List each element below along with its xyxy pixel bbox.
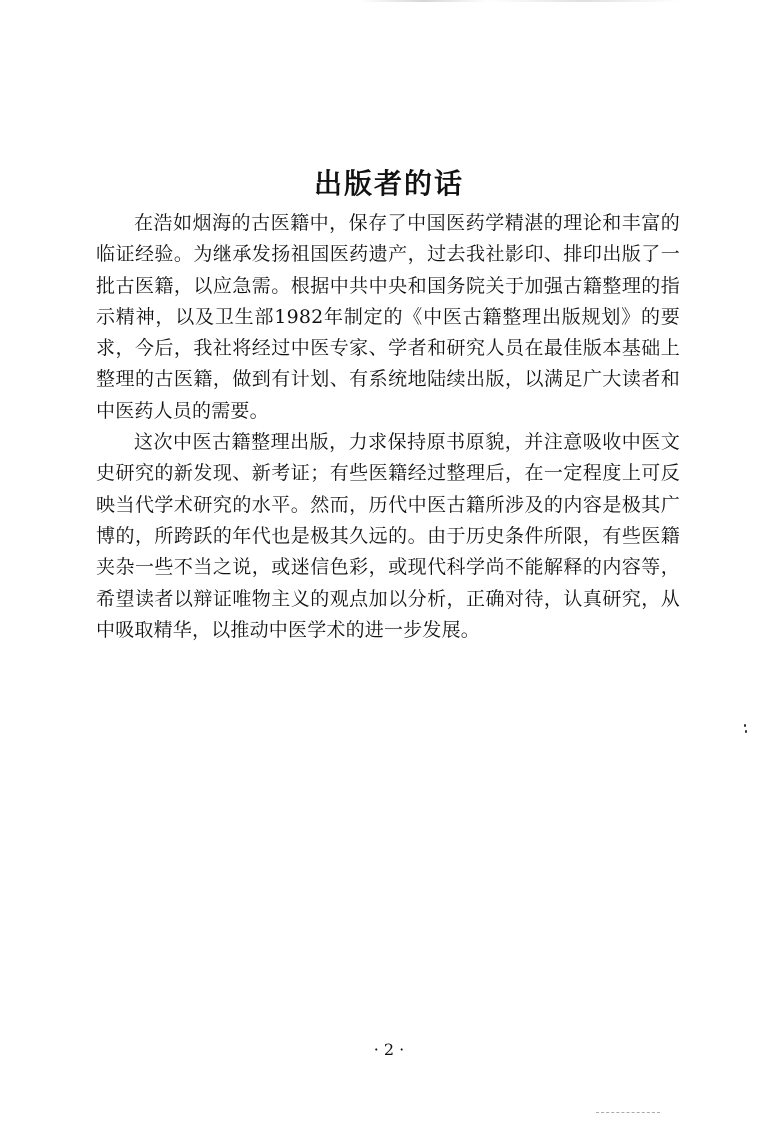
page-number: · 2 · — [373, 1040, 405, 1059]
paragraph-2: 这次中医古籍整理出版，力求保持原书原貌，并注意吸收中医文史研究的新发现、新考证；有些医籍经过整理后，在一定程度上可反映当代学术研究的水平。然而，历代中医古籍所涉及的内容是极其广博的，所跨跃的年代也是极其久远的。由于历史条件所限，有些医籍夹杂一些不当之说，或迷信色彩，或现代科学尚不能解释的内容等，希望读者以辩证唯物主义的观点加以分析，正确对待，认真研究，从中吸取精华，以推动中医学术的进一步发展。 — [96, 431, 680, 641]
page-title: 出版者的话 — [313, 167, 464, 200]
paragraph-1: 在浩如烟海的古医籍中，保存了中国医药学精湛的理论和丰富的临证经验。为继承发扬祖国医药遗产，过去我社影印、排印出版了一批古医籍，以应急需。根据中共中央和国务院关于加强古籍整理的指示精神，以及卫生部1982年制定的《中医古籍整理出版规划》的要求，今后，我社将经过中医专家、学者和研究人员在最佳版本基础上整理的古医籍，做到有计划、有系统地陆续出版，以满足广大读者和中医药人员的需要。 — [96, 212, 680, 422]
scan-speck — [744, 724, 746, 727]
scan-artifact-top — [360, 0, 680, 2]
body-text — [96, 208, 680, 646]
scan-artifact-bottom — [596, 1112, 660, 1114]
scan-speck — [745, 730, 747, 733]
